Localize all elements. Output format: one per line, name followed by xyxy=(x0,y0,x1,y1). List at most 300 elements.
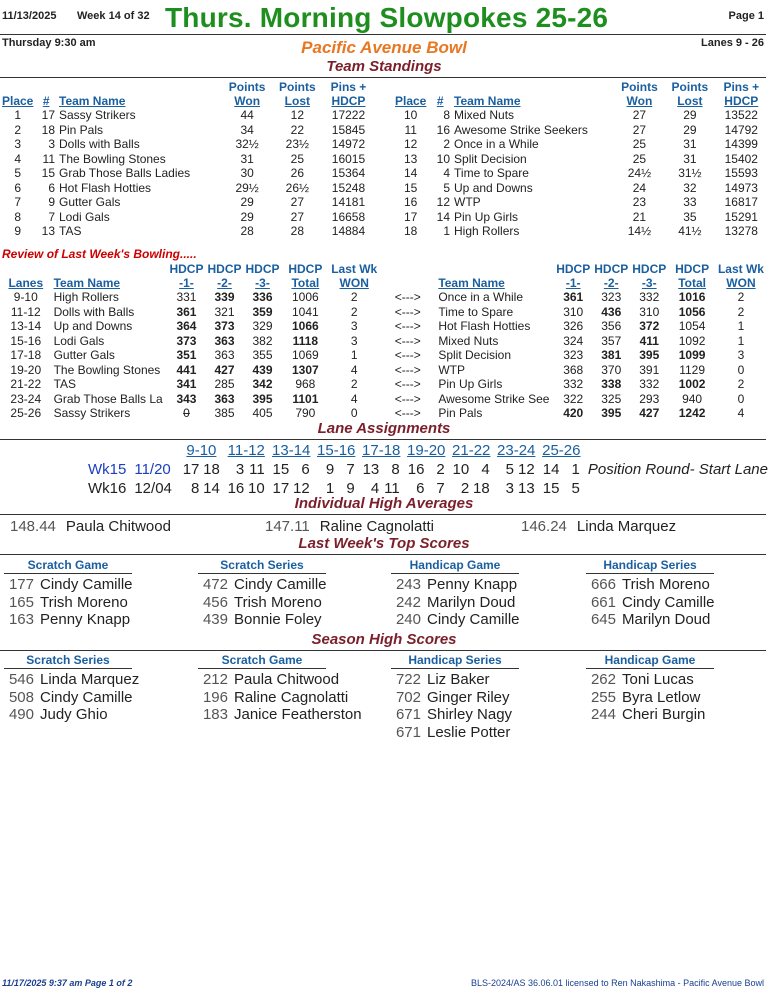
lane-team: 6 xyxy=(416,480,425,497)
standings-row xyxy=(0,195,374,210)
team-name: Hot Flash Hotties xyxy=(59,180,152,195)
review-row xyxy=(0,334,766,349)
game-score: 351 xyxy=(176,348,197,362)
series-total: 1101 xyxy=(292,391,319,406)
pins-hdcp: 14972 xyxy=(331,137,366,151)
game-score: 370 xyxy=(601,362,622,377)
points-won: 29 xyxy=(240,209,254,224)
bowler-name: Penny Knapp xyxy=(40,611,131,629)
review-row xyxy=(0,377,766,392)
place: 5 xyxy=(14,166,22,180)
game-score: 357 xyxy=(601,333,622,348)
game-score: 329 xyxy=(252,319,273,333)
standings-table-right xyxy=(393,80,767,239)
team-name: High Rollers xyxy=(53,290,119,304)
game-score: 420 xyxy=(563,406,584,420)
game-score: 364 xyxy=(176,319,197,333)
lane-team: 9 xyxy=(346,480,355,497)
header-game1: -1- xyxy=(179,276,194,290)
pins-hdcp: 15845 xyxy=(331,122,366,137)
header-place: Place xyxy=(2,94,34,108)
pins-hdcp: 16817 xyxy=(724,195,758,209)
lane-team: 4 xyxy=(370,480,380,497)
week-label: Wk15 11/20 xyxy=(88,461,171,478)
team-name: Sassy Strikers xyxy=(53,406,131,420)
bowler-name: Marilyn Doud xyxy=(622,611,711,629)
game-score: 325 xyxy=(601,391,622,406)
game-score: 363 xyxy=(214,391,235,406)
team-name: Sassy Strikers xyxy=(59,108,136,122)
average-item: 147.11 Raline Cagnolatti xyxy=(265,518,435,535)
place: 3 xyxy=(14,137,22,151)
series-total: 1066 xyxy=(292,319,319,333)
game-score: 331 xyxy=(176,290,197,304)
score-entry xyxy=(198,671,378,689)
score-entry xyxy=(391,671,571,689)
team-name: Awesome Strike See xyxy=(438,391,550,406)
average-item: 148.44 Paula Chitwood xyxy=(10,518,171,535)
place: 13 xyxy=(404,151,418,166)
lane-pair: 11-12 xyxy=(10,304,41,319)
review-row xyxy=(0,319,766,334)
lane-team: 16 xyxy=(227,480,245,497)
team-name: Up and Downs xyxy=(53,319,133,333)
category-header: Scratch Game xyxy=(4,558,132,574)
lane-pair: 13-14 xyxy=(10,319,42,333)
team-name: The Bowling Stones xyxy=(59,151,166,166)
points-lost: 22 xyxy=(290,122,305,137)
lane-pair: 21-22 xyxy=(10,377,42,391)
day-time: Thursday 9:30 am xyxy=(2,37,96,49)
bowler-name: Cheri Burgin xyxy=(622,706,706,724)
game-score: 322 xyxy=(563,391,584,406)
standings-row xyxy=(393,181,767,196)
points-won: 1 xyxy=(350,348,358,362)
place: 8 xyxy=(14,209,22,224)
points-won: 0 xyxy=(737,391,745,406)
team-number: 5 xyxy=(443,180,451,195)
score-value: 722 xyxy=(395,671,421,688)
lane-team: 15 xyxy=(272,461,290,478)
points-lost: 25 xyxy=(290,151,305,166)
team-number: 8 xyxy=(443,108,451,122)
points-lost: 12 xyxy=(290,108,305,122)
header-points: Points xyxy=(621,80,658,94)
team-number: 12 xyxy=(436,195,451,209)
team-name: Time to Spare xyxy=(454,166,529,180)
score-entry xyxy=(4,706,184,724)
team-name: WTP xyxy=(454,195,481,209)
header-game3: -3- xyxy=(641,276,657,290)
versus-arrow: <---> xyxy=(394,391,421,406)
header-hdcp: HDCP xyxy=(556,262,591,276)
game-score: 368 xyxy=(563,362,584,377)
top-scores-divider xyxy=(0,554,766,555)
score-entry xyxy=(198,706,378,724)
lane-team: 17 xyxy=(272,480,290,497)
pins-hdcp: 14181 xyxy=(331,195,366,209)
points-won: 31 xyxy=(240,151,254,166)
versus-arrow: <---> xyxy=(394,406,421,420)
lane-team: 13 xyxy=(518,480,535,497)
game-score: 373 xyxy=(176,333,197,348)
lane-pair: 25-26 xyxy=(10,406,42,420)
place: 11 xyxy=(404,122,417,137)
page-number: Page 1 xyxy=(728,10,764,22)
place: 10 xyxy=(404,108,418,122)
team-name: Up and Downs xyxy=(454,180,533,195)
points-won: 25 xyxy=(632,151,647,166)
lane-pair-header: 19-20 xyxy=(407,442,446,459)
lane-team: 14 xyxy=(542,461,560,478)
bowler-name: Cindy Camille xyxy=(427,611,520,629)
header-total: Total xyxy=(678,276,706,290)
pins-hdcp: 15291 xyxy=(724,209,758,224)
bowler-name: Liz Baker xyxy=(427,671,490,688)
lane-team: 8 xyxy=(191,480,200,497)
game-score: 324 xyxy=(563,333,584,348)
lane-pair-header: 21-22 xyxy=(452,442,491,459)
score-category xyxy=(586,653,766,724)
review-row xyxy=(0,392,766,407)
lane-team: 6 xyxy=(301,461,310,478)
points-won: 2 xyxy=(737,304,745,319)
pins-hdcp: 14884 xyxy=(331,224,366,238)
lane-team: 3 xyxy=(235,461,245,478)
bowler-name: Judy Ghio xyxy=(40,706,108,724)
lane-team: 1 xyxy=(325,480,335,497)
lane-team: 13 xyxy=(362,461,380,478)
score-value: 671 xyxy=(395,706,421,724)
points-won: 30 xyxy=(240,166,254,180)
header-team: Team Name xyxy=(454,94,521,108)
game-score: 341 xyxy=(176,377,197,391)
score-entry xyxy=(198,594,378,612)
points-won: 25 xyxy=(632,137,647,151)
series-total: 1054 xyxy=(678,319,706,333)
team-name: Hot Flash Hotties xyxy=(438,319,531,333)
standings-row xyxy=(393,123,767,138)
points-won: 2 xyxy=(350,304,358,319)
lane-team: 15 xyxy=(542,480,560,497)
series-total: 940 xyxy=(682,391,703,406)
series-total: 1099 xyxy=(678,348,706,362)
score-value: 645 xyxy=(590,611,616,629)
team-number: 2 xyxy=(443,137,451,151)
points-won: 4 xyxy=(737,406,745,420)
lane-note: Position Round- Start Lane xyxy=(587,461,768,478)
game-score: 441 xyxy=(176,362,197,377)
header-lastwk: Last Wk xyxy=(717,262,764,276)
standings-table-left xyxy=(0,80,374,239)
game-score: 355 xyxy=(252,348,273,362)
game-score: 310 xyxy=(563,304,584,319)
game-score: 321 xyxy=(214,304,235,319)
points-won: 2 xyxy=(350,290,358,304)
header-points: Points xyxy=(228,80,266,94)
pins-hdcp: 15364 xyxy=(331,166,366,180)
score-entry xyxy=(391,689,571,707)
team-name: Pin Up Girls xyxy=(438,377,503,391)
header-hdcp: HDCP xyxy=(207,262,242,276)
standings-row xyxy=(393,210,767,225)
team-name: Lodi Gals xyxy=(53,333,105,348)
team-name: Dolls with Balls xyxy=(53,304,135,319)
team-number: 3 xyxy=(48,137,55,151)
lanes-title: Lane Assignments xyxy=(317,420,451,437)
standings-row xyxy=(393,152,767,167)
standings-row xyxy=(0,224,374,239)
game-score: 285 xyxy=(214,377,235,391)
season-divider xyxy=(0,650,766,651)
bowler-name: Ginger Riley xyxy=(427,688,510,706)
game-score: 342 xyxy=(252,377,273,391)
week-label: Wk16 12/04 xyxy=(88,480,172,497)
points-lost: 29 xyxy=(683,108,697,122)
header-lastwk: Last Wk xyxy=(331,262,378,276)
game-score: 395 xyxy=(252,391,273,406)
bowler-name: Shirley Nagy xyxy=(427,706,513,724)
score-entry xyxy=(198,689,378,707)
score-value: 490 xyxy=(8,706,34,724)
points-won: 1 xyxy=(737,333,745,348)
standings-row xyxy=(393,108,767,123)
game-score: 356 xyxy=(601,319,622,333)
points-won: 34 xyxy=(240,122,254,137)
lane-team: 12 xyxy=(518,461,535,478)
team-name: Split Decision xyxy=(454,151,527,166)
lane-team: 10 xyxy=(452,461,470,478)
versus-arrow: <---> xyxy=(394,348,421,362)
lanes-range: Lanes 9 - 26 xyxy=(701,37,764,49)
team-name: Pin Pals xyxy=(59,122,104,137)
team-name: TAS xyxy=(59,224,82,238)
lane-team: 14 xyxy=(203,480,220,497)
game-score: 405 xyxy=(252,406,273,420)
points-won: 1 xyxy=(737,319,745,333)
score-entry xyxy=(391,576,571,594)
game-score: 323 xyxy=(601,290,622,304)
bowler-name: Linda Marquez xyxy=(40,671,140,688)
score-category xyxy=(198,653,378,724)
score-value: 177 xyxy=(8,576,34,593)
score-entry xyxy=(391,706,571,724)
header-hdcp: HDCP xyxy=(675,262,710,276)
series-total: 1002 xyxy=(678,377,706,391)
team-number: 13 xyxy=(41,224,55,238)
header-hdcp: HDCP xyxy=(724,94,759,108)
header-lost: Lost xyxy=(677,94,703,108)
score-value: 508 xyxy=(8,688,34,706)
lane-pair-header: 13-14 xyxy=(272,442,311,459)
points-won: 3 xyxy=(350,333,358,348)
header-won: WON xyxy=(339,276,369,290)
review-title: Review of Last Week's Bowling..... xyxy=(2,247,197,261)
game-score: 363 xyxy=(214,348,235,362)
standings-row xyxy=(0,137,374,152)
game-score: 395 xyxy=(639,348,660,362)
points-lost: 26 xyxy=(290,166,305,180)
series-total: 790 xyxy=(295,406,316,420)
score-category xyxy=(391,653,571,741)
lane-team: 5 xyxy=(505,461,514,478)
category-header: Handicap Series xyxy=(391,653,519,669)
score-entry xyxy=(391,611,571,629)
score-value: 671 xyxy=(395,723,421,741)
report-date: 11/13/2025 xyxy=(2,10,57,22)
bowler-name: Bonnie Foley xyxy=(234,611,322,629)
score-value: 196 xyxy=(202,688,228,706)
lane-team: 9 xyxy=(325,461,335,478)
series-total: 1069 xyxy=(292,348,319,362)
game-score: 332 xyxy=(639,377,660,391)
team-name: Grab Those Balls La xyxy=(53,391,163,406)
category-header: Handicap Game xyxy=(586,653,714,669)
header-num: # xyxy=(42,94,50,108)
points-won: 2 xyxy=(737,290,745,304)
lane-team: 8 xyxy=(391,461,400,478)
score-category xyxy=(198,558,378,629)
game-score: 373 xyxy=(214,319,235,333)
review-row xyxy=(0,406,766,421)
category-header: Scratch Game xyxy=(198,653,326,669)
points-won: 44 xyxy=(240,108,254,122)
game-score: 310 xyxy=(639,304,660,319)
lane-team: 1 xyxy=(571,461,580,478)
score-entry xyxy=(586,671,766,689)
team-name: Time to Spare xyxy=(438,304,514,319)
score-category xyxy=(4,558,184,629)
header-game3: -3- xyxy=(255,276,270,290)
score-entry xyxy=(198,611,378,629)
lane-pair: 19-20 xyxy=(10,362,42,377)
team-number: 16 xyxy=(436,122,451,137)
bowler-name: Cindy Camille xyxy=(40,576,133,593)
score-category xyxy=(391,558,571,629)
points-lost: 31½ xyxy=(678,166,702,180)
header-lost: Lost xyxy=(284,94,311,108)
points-lost: 33 xyxy=(683,195,697,209)
standings-row xyxy=(0,166,374,181)
points-won: 4 xyxy=(350,391,358,406)
pins-hdcp: 16015 xyxy=(331,151,366,166)
standings-row xyxy=(0,152,374,167)
lane-pair-header: 23-24 xyxy=(497,442,536,459)
place: 15 xyxy=(404,180,418,195)
series-total: 1006 xyxy=(292,290,319,304)
place: 18 xyxy=(404,224,418,238)
team-number: 15 xyxy=(41,166,55,180)
lane-team: 5 xyxy=(571,480,580,497)
game-score: 427 xyxy=(639,406,660,420)
game-score: 343 xyxy=(176,391,197,406)
category-header: Scratch Series xyxy=(4,653,132,669)
pins-hdcp: 16658 xyxy=(331,209,366,224)
game-score: 382 xyxy=(252,333,273,348)
category-header: Handicap Series xyxy=(586,558,714,574)
bowler-name: Trish Moreno xyxy=(234,593,322,611)
review-row xyxy=(0,290,766,305)
team-name: Dolls with Balls xyxy=(59,137,140,151)
score-entry xyxy=(391,724,571,742)
pins-hdcp: 14792 xyxy=(724,122,758,137)
place: 4 xyxy=(14,151,22,166)
header-team: Team Name xyxy=(59,94,126,108)
score-value: 661 xyxy=(590,593,616,611)
header-points: Points xyxy=(279,80,316,94)
game-score: 363 xyxy=(214,333,235,348)
header-hdcp: HDCP xyxy=(331,94,366,108)
lane-pair: 23-24 xyxy=(10,391,42,406)
footer-license: BLS-2024/AS 36.06.01 licensed to Ren Nakashima - Pacific Avenue Bowl xyxy=(470,978,764,988)
average-item: 146.24 Linda Marquez xyxy=(521,518,677,535)
header-hdcp: HDCP xyxy=(594,262,629,276)
header-hdcp: HDCP xyxy=(245,262,280,276)
bowler-name: Trish Moreno xyxy=(40,593,128,611)
game-score: 326 xyxy=(563,319,584,333)
points-won: 29 xyxy=(240,195,254,209)
points-lost: 23½ xyxy=(285,137,310,151)
team-number: 18 xyxy=(41,122,55,137)
points-lost: 31 xyxy=(683,151,697,166)
lane-pair-header: 11-12 xyxy=(227,442,265,459)
header-lanes: Lanes xyxy=(8,276,44,290)
score-value: 439 xyxy=(202,611,228,629)
header-num: # xyxy=(436,94,444,108)
pins-hdcp: 13278 xyxy=(724,224,758,238)
team-name: Pin Up Girls xyxy=(454,209,519,224)
score-entry xyxy=(4,611,184,629)
score-value: 472 xyxy=(202,576,228,593)
category-header: Handicap Game xyxy=(391,558,519,574)
place: 7 xyxy=(14,195,22,209)
team-number: 14 xyxy=(436,209,451,224)
lane-team: 2 xyxy=(436,461,445,478)
team-name: Once in a While xyxy=(438,290,524,304)
header-pins: Pins + xyxy=(723,80,760,94)
lane-team: 18 xyxy=(203,461,220,478)
score-value: 212 xyxy=(202,671,228,688)
spacer xyxy=(88,441,179,460)
team-name: Grab Those Balls Ladies xyxy=(59,166,191,180)
header-pins: Pins + xyxy=(330,80,367,94)
points-won: 27 xyxy=(632,122,647,137)
lane-team: 3 xyxy=(505,480,514,497)
team-name: Once in a While xyxy=(454,137,539,151)
bowler-name: Byra Letlow xyxy=(622,688,701,706)
game-score: 436 xyxy=(601,304,622,319)
score-entry xyxy=(586,706,766,724)
team-number: 11 xyxy=(42,151,55,166)
game-score: 411 xyxy=(639,333,659,348)
game-score: 395 xyxy=(601,406,622,420)
score-entry xyxy=(4,689,184,707)
review-table xyxy=(0,262,766,421)
versus-arrow: <---> xyxy=(394,362,421,377)
team-name: Split Decision xyxy=(438,348,512,362)
lane-team: 7 xyxy=(436,480,445,497)
standings-row xyxy=(0,123,374,138)
lane-pair: 9-10 xyxy=(13,290,38,304)
points-won: 23 xyxy=(632,195,647,209)
points-won: 4 xyxy=(350,362,358,377)
score-entry xyxy=(586,594,766,612)
team-name: The Bowling Stones xyxy=(53,362,161,377)
lane-pair: 17-18 xyxy=(10,348,42,362)
lane-pair-header: 15-16 xyxy=(317,442,356,459)
place: 9 xyxy=(14,224,22,238)
lane-team: 16 xyxy=(407,461,425,478)
